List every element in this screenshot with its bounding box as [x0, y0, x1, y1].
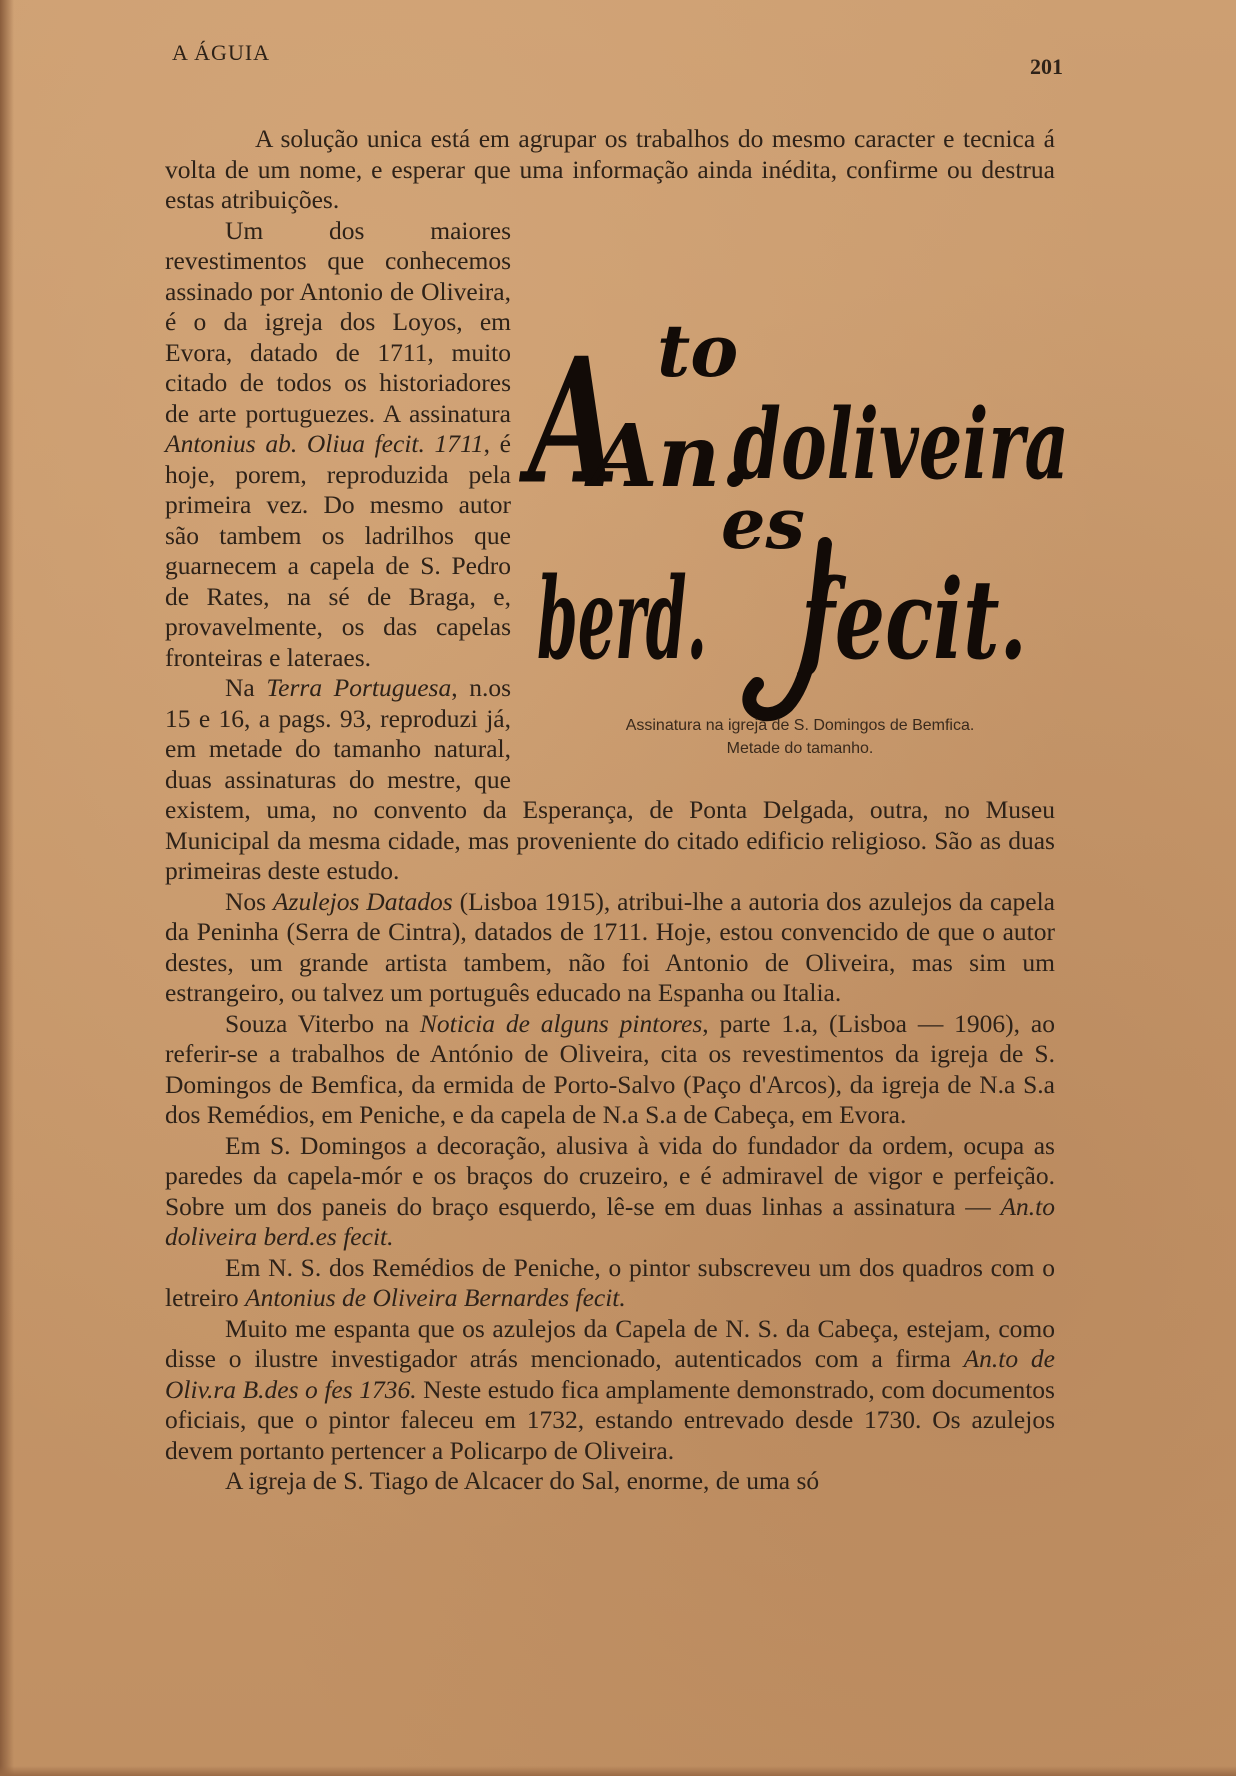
paragraph-9: A igreja de S. Tiago de Alcacer do Sal, enorme, de uma só: [225, 1466, 820, 1495]
page-edge-shadow: [0, 0, 14, 1776]
paragraph-3-italic: Terra Portuguesa: [266, 673, 452, 702]
caption-line-2: Metade do tamanho.: [726, 739, 874, 757]
signature-line2-rest: fecit.: [795, 554, 1027, 684]
paragraph-2-text-a: Um dos maiores revestimentos que conhecemos assinado por Antonio de Oliveira, é o da igreja dos Loyos, em Evora, datado de 1711, muito citado de todos os historiadores de arte portuguezes. A assinatura: [165, 215, 511, 428]
paragraph-4-text-a: Nos: [225, 886, 273, 916]
paragraph-7-text-a: Em N. S. dos Remédios de Peniche, o pintor subscreveu um dos quadros com o letreiro: [165, 1252, 1055, 1312]
paragraph-4-text-b: (Lisboa 1915), atribui-lhe a autoria dos azulejos da capela da Peninha (Serra de Cintra), datados de 1711. Hoje, estou convencido de que o autor destes, um grande artista tambem, não foi Antonio de Oliveira, mas sim um estrangeiro, ou talvez um português educado na Espanha ou Italia.: [165, 886, 1055, 1007]
paragraph-4: [165, 887, 1055, 1009]
paragraph-4-italic: Azulejos Datados: [272, 886, 453, 916]
paragraph-8-text-b: Neste estudo fica amplamente demonstrado, com documentos oficiais, que o pintor faleceu em 1732, estando entrevado desde 1730. Os azulejos devem portanto pertencer a Policarpo de Oliveira.: [165, 1374, 1055, 1465]
paragraph-6-text-a: Em S. Domingos a decoração, alusiva à vida do fundador da ordem, ocupa as paredes da capela-mór e os braços do cruzeiro, e é admiravel de vigor e perfeição. Sobre um dos paneis do braço esquerdo, lê-se em duas linhas a assinatura —: [165, 1130, 1055, 1221]
paragraph-3-text-b: , n.os 15 e 16, a pags. 93, reproduzi já, em metade do tamanho natural, duas assinaturas do mestre, que existem, uma, no convento da Esperança, de Ponta Delgada, outra, no Museu Municipal da mesma cidade, mas proveniente do citado edificio religioso. São as duas primeiras deste estudo.: [165, 673, 1055, 885]
signature-line1-rest: doliveira: [733, 387, 1069, 501]
paragraph-6-italic: An.to doliveira berd.es fecit.: [165, 1191, 1055, 1251]
article-body: [165, 124, 1069, 1497]
paragraph-5-text-a: Souza Viterbo na: [225, 1008, 420, 1038]
paragraph-3-text-a: Na: [225, 673, 267, 702]
paragraph-2-italic: Antonius ab. Oliua fecit. 1711: [165, 429, 484, 458]
paragraph-6: [165, 1131, 1055, 1253]
paragraph-2-text-b: , é hoje, porem, reproduzida pela primeira vez. Do mesmo autor são tambem os ladrilhos que guarnecem a capela de S. Pedro de Rates, na sé de Braga, e, provavelmente, os das capelas fronteiras e lateraes.: [165, 429, 511, 672]
signature-line2-sup: es: [721, 481, 805, 565]
signature-letter-a: A: [528, 319, 619, 522]
paragraph-7-italic: Antonius de Oliveira Bernardes fecit.: [245, 1283, 626, 1312]
signature-line1-prefix: An.: [591, 405, 751, 507]
paragraph-8-italic: An.to de Oliv.ra B.des o fes 1736.: [165, 1344, 1055, 1404]
paragraph-5: [165, 1009, 1055, 1131]
running-title: A ÁGUIA: [172, 40, 271, 65]
page-bottom-shadow: [0, 1766, 1236, 1776]
paragraph-8-text-a: Muito me espanta que os azulejos da Capela de N. S. da Cabeça, estejam, como disse o ilustre investigador atrás mencionado, autenticados com a firma: [165, 1313, 1055, 1373]
paragraph-7: [165, 1253, 1055, 1314]
caption-line-1: Assinatura na igreja de S. Domingos de Bemfica.: [625, 716, 975, 734]
paragraph-5-italic: Noticia de alguns pintores: [419, 1008, 703, 1038]
signature-image: [525, 286, 1075, 726]
signature-line2-prefix: berd.: [537, 553, 707, 685]
paragraph-5-text-b: , parte 1.a, (Lisboa — 1906), ao referir-se a trabalhos de António de Oliveira, cita os revestimentos da igreja de S. Domingos de Bemfica, da ermida de Porto-Salvo (Paço d'Arcos), da igreja de N.a S.a dos Remédios, em Peniche, e da capela de N.a S.a de Cabeça, em Evora.: [165, 1008, 1055, 1129]
signature-line1-sup: to: [657, 307, 739, 393]
signature-figure: [525, 216, 1075, 771]
figure-caption: [525, 714, 1075, 760]
paragraph-8: [165, 1314, 1055, 1467]
page-number: 201: [1030, 54, 1063, 79]
paragraph-1: A solução unica está em agrupar os trabalhos do mesmo caracter e tecnica á volta de um nome, e esperar que uma informação ainda inédita, confirme ou destrua estas atribuições.: [165, 124, 1055, 214]
